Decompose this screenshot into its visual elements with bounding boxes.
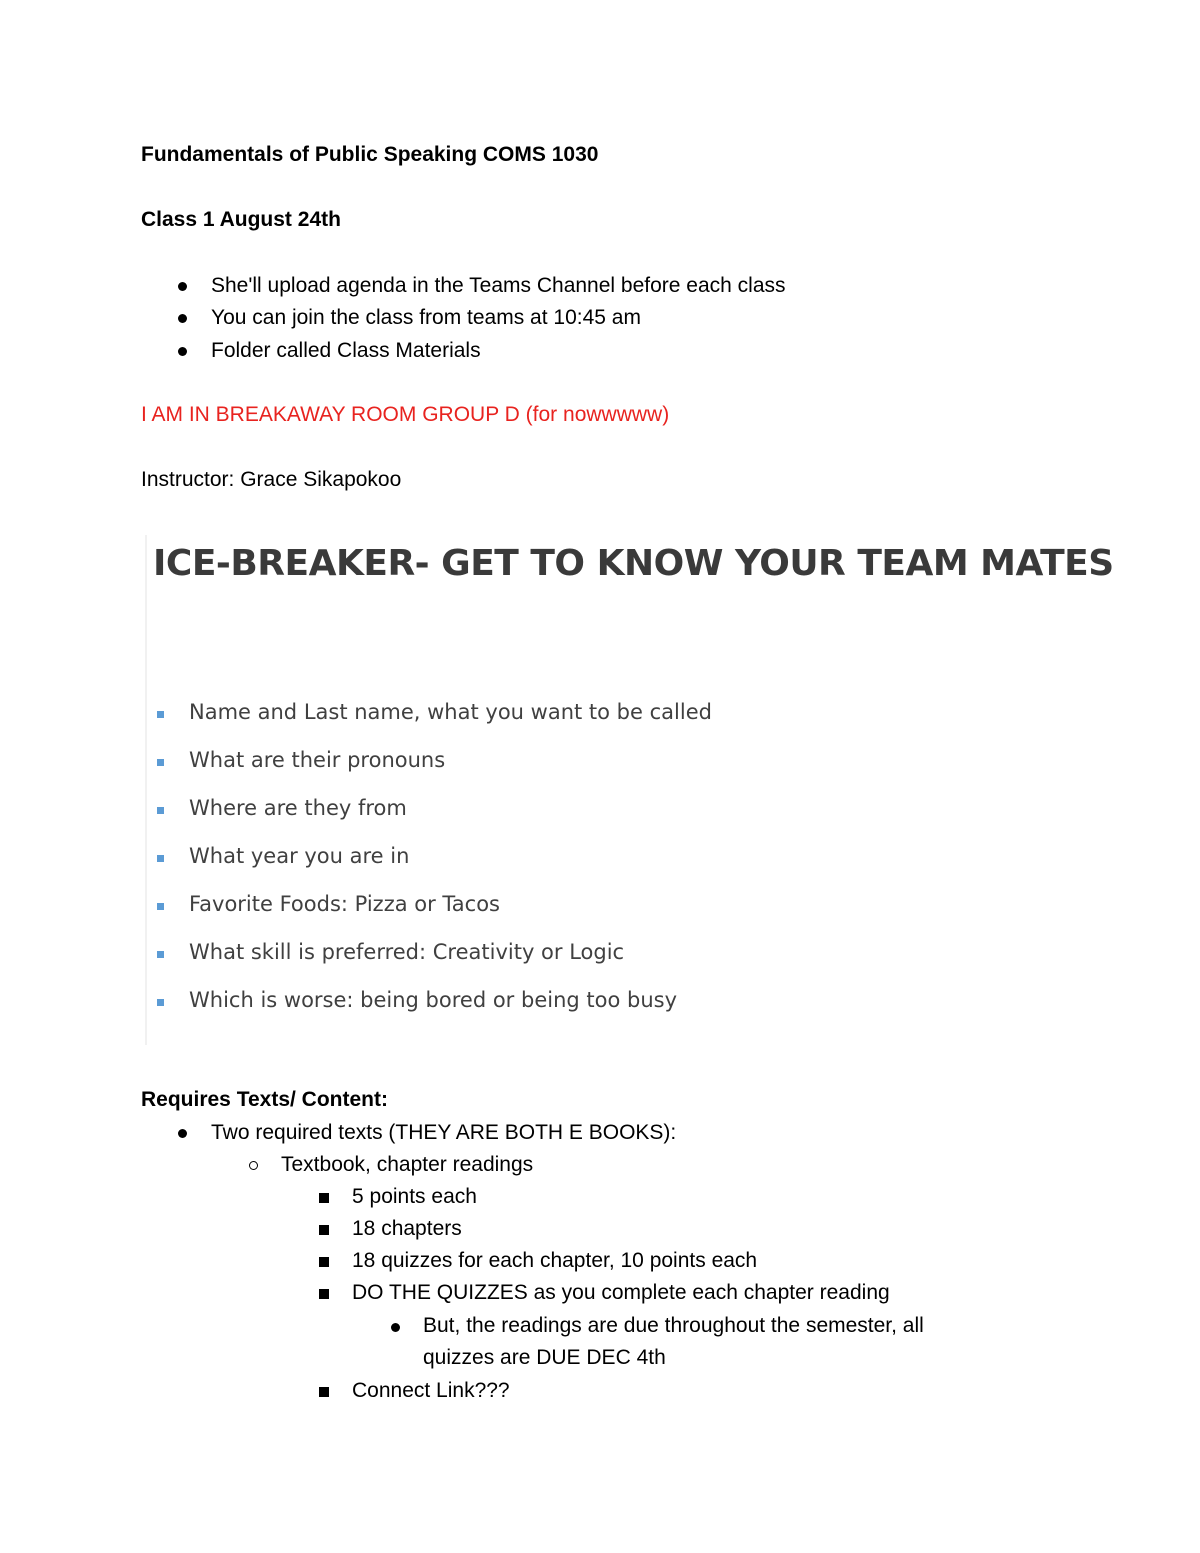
ice-breaker-item: What year you are in — [189, 844, 410, 868]
bullet-icon — [178, 347, 187, 356]
breakaway-note: I AM IN BREAKAWAY ROOM GROUP D (for nowwwww) — [141, 403, 670, 426]
square-bullet-icon — [319, 1387, 329, 1397]
ice-breaker-item: Name and Last name, what you want to be called — [189, 700, 712, 724]
due-note-line-2: quizzes are DUE DEC 4th — [423, 1346, 666, 1369]
square-bullet-icon — [157, 759, 164, 766]
do-quizzes-item: DO THE QUIZZES as you complete each chapter reading — [352, 1281, 890, 1304]
requirements-heading: Requires Texts/ Content: — [141, 1088, 388, 1111]
connect-link-item: Connect Link??? — [352, 1379, 510, 1402]
required-texts-item: Two required texts (THEY ARE BOTH E BOOKS): — [211, 1121, 677, 1144]
instructor-line: Instructor: Grace Sikapokoo — [141, 468, 402, 491]
ice-breaker-title: ICE-BREAKER- GET TO KNOW YOUR TEAM MATES — [153, 543, 1114, 584]
ice-breaker-item: Which is worse: being bored or being too busy — [189, 988, 678, 1012]
square-bullet-icon — [319, 1193, 329, 1203]
ice-breaker-item: What are their pronouns — [189, 748, 446, 772]
chapters-item: 18 chapters — [352, 1217, 462, 1240]
square-bullet-icon — [157, 951, 164, 958]
square-bullet-icon — [157, 711, 164, 718]
bullet-icon — [391, 1323, 400, 1332]
ice-breaker-item: Where are they from — [189, 796, 407, 820]
class-heading: Class 1 August 24th — [141, 208, 341, 231]
square-bullet-icon — [157, 999, 164, 1006]
ice-breaker-slide — [145, 535, 1114, 1045]
class-bullet-2: You can join the class from teams at 10:45 am — [211, 306, 641, 329]
bullet-icon — [178, 282, 187, 291]
class-bullet-1: She'll upload agenda in the Teams Channel before each class — [211, 274, 786, 297]
class-bullet-3: Folder called Class Materials — [211, 339, 481, 362]
square-bullet-icon — [319, 1225, 329, 1235]
bullet-icon — [178, 314, 187, 323]
points-item: 5 points each — [352, 1185, 477, 1208]
due-note-line-1: But, the readings are due throughout the semester, all — [423, 1314, 924, 1337]
textbook-item: Textbook, chapter readings — [281, 1153, 534, 1176]
square-bullet-icon — [157, 903, 164, 910]
square-bullet-icon — [157, 855, 164, 862]
square-bullet-icon — [319, 1257, 329, 1267]
ice-breaker-item: Favorite Foods: Pizza or Tacos — [189, 892, 500, 916]
page-title: Fundamentals of Public Speaking COMS 1030 — [141, 143, 599, 166]
ice-breaker-item: What skill is preferred: Creativity or Logic — [189, 940, 625, 964]
square-bullet-icon — [319, 1289, 329, 1299]
hollow-bullet-icon — [249, 1161, 258, 1170]
quizzes-item: 18 quizzes for each chapter, 10 points each — [352, 1249, 758, 1272]
bullet-icon — [178, 1129, 187, 1138]
square-bullet-icon — [157, 807, 164, 814]
